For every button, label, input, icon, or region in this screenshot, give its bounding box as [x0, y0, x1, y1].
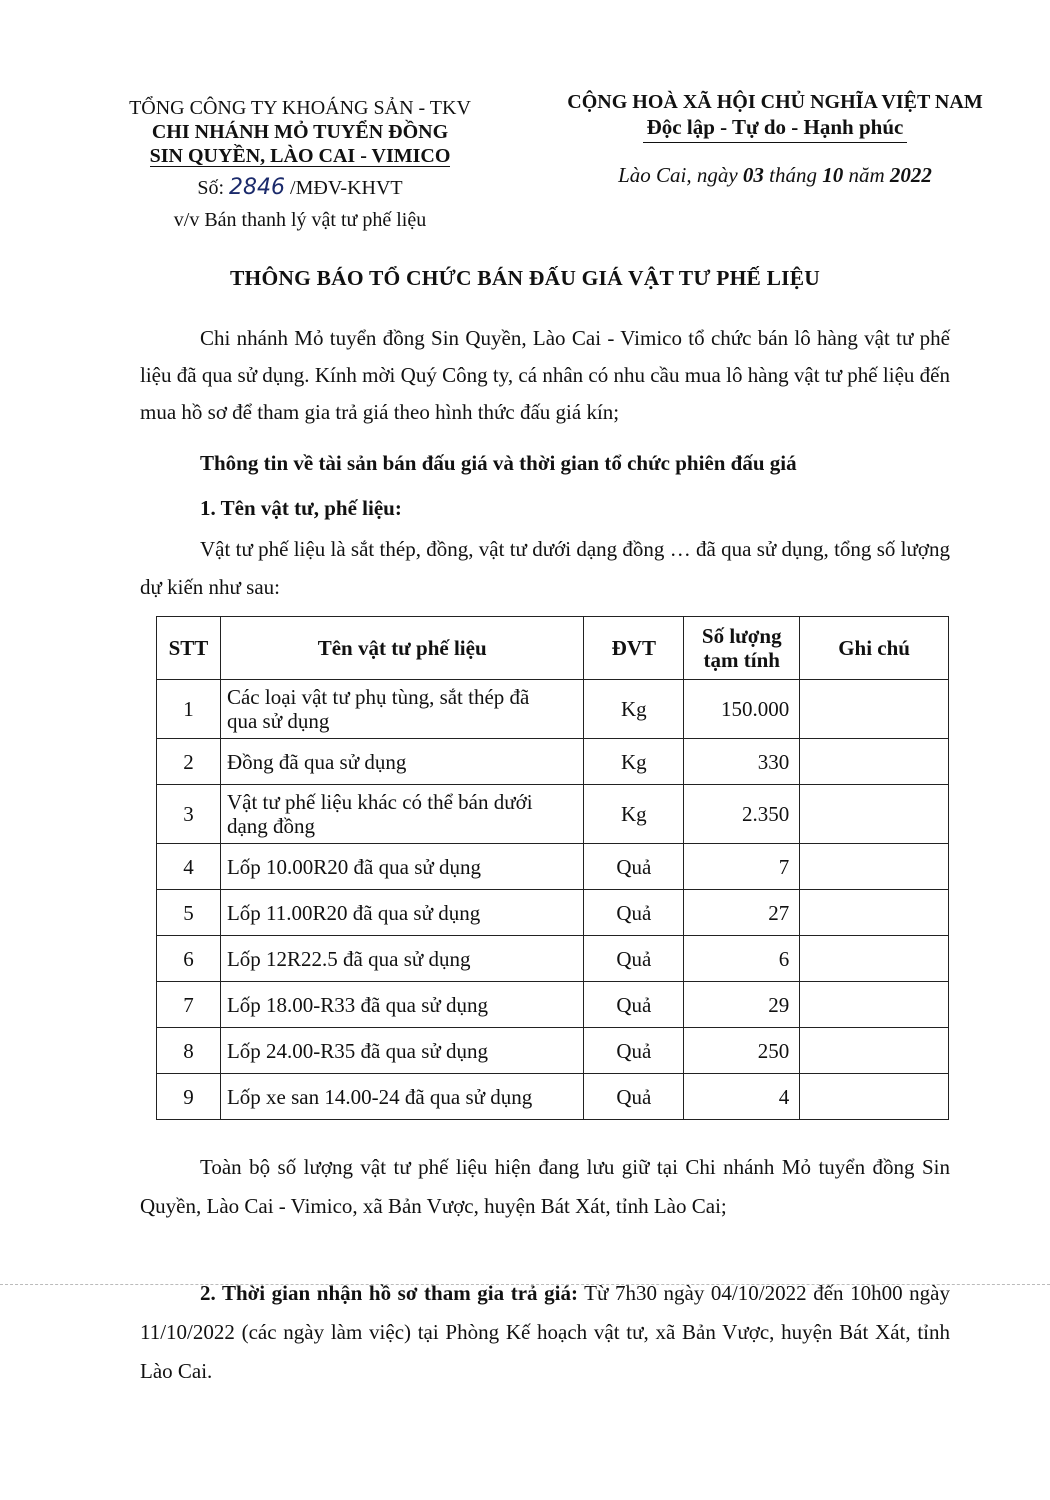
header-qty-line1: Số lượng [701, 624, 782, 648]
table-row [157, 680, 949, 739]
cell-note [800, 1074, 949, 1120]
cell-stt: 9 [157, 1074, 221, 1120]
cell-qty: 27 [684, 890, 800, 936]
header-name: Tên vật tư phế liệu [220, 617, 583, 680]
number-label: Số: [197, 177, 230, 199]
cell-note [800, 785, 949, 844]
section-2-paragraph [140, 1274, 950, 1391]
cell-unit: Kg [584, 785, 684, 844]
cell-note [800, 890, 949, 936]
nation-name: CỘNG HOÀ XÃ HỘI CHỦ NGHĨA VIỆT NAM [567, 91, 983, 113]
document-number [100, 176, 500, 200]
cell-unit: Quả [584, 890, 684, 936]
cell-stt: 2 [157, 739, 221, 785]
cell-note [800, 1028, 949, 1074]
number-suffix: /MĐV-KHVT [285, 177, 403, 199]
cell-note [800, 936, 949, 982]
issue-date [555, 163, 995, 188]
cell-name: Lốp 18.00-R33 đã qua sử dụng [220, 982, 583, 1028]
cell-qty: 7 [684, 844, 800, 890]
cell-unit: Quả [584, 1028, 684, 1074]
table-row [157, 1074, 949, 1120]
cell-note [800, 982, 949, 1028]
cell-name: Lốp 10.00R20 đã qua sử dụng [220, 844, 583, 890]
cell-qty: 4 [684, 1074, 800, 1120]
cell-name: Lốp 12R22.5 đã qua sử dụng [220, 936, 583, 982]
section-1-paragraph [140, 530, 950, 606]
table-row [157, 785, 949, 844]
table-row [157, 739, 949, 785]
cell-note [800, 844, 949, 890]
cell-unit: Quả [584, 936, 684, 982]
cell-stt: 8 [157, 1028, 221, 1074]
document-title: THÔNG BÁO TỔ CHỨC BÁN ĐẤU GIÁ VẬT TƯ PHẾ LIỆU [230, 266, 820, 290]
branch-location: SIN QUYỀN, LÀO CAI - VIMICO [149, 145, 451, 167]
header-qty [684, 617, 800, 680]
cell-unit: Quả [584, 1074, 684, 1120]
cell-stt: 6 [157, 936, 221, 982]
cell-unit: Quả [584, 982, 684, 1028]
cell-name: Lốp xe san 14.00-24 đã qua sử dụng [220, 1074, 583, 1120]
cell-qty: 2.350 [684, 785, 800, 844]
cell-qty: 330 [684, 739, 800, 785]
header-unit: ĐVT [584, 617, 684, 680]
cell-stt: 7 [157, 982, 221, 1028]
date-month: 10 [822, 163, 844, 187]
info-heading: Thông tin về tài sản bán đấu giá và thời gian tổ chức phiên đấu giá [200, 451, 797, 475]
materials-table [156, 616, 949, 1120]
section-2-text: Từ 7h30 ngày 04/10/2022 đến 10h00 ngày 11/10/2022 (các ngày làm việc) tại Phòng Kế hoạch vật tư, xã Bản Vược, huyện Bát Xát, tỉnh Lào Cai. [140, 1281, 950, 1383]
cell-unit: Quả [584, 844, 684, 890]
cell-note [800, 680, 949, 739]
cell-name-line2: qua sử dụng [226, 709, 330, 733]
header-stt: STT [157, 617, 221, 680]
cell-stt: 4 [157, 844, 221, 890]
date-prefix: Lào Cai, ngày [618, 163, 743, 187]
cell-stt: 5 [157, 890, 221, 936]
cell-name [220, 785, 583, 844]
cell-qty: 250 [684, 1028, 800, 1074]
cell-name-line2: dạng đồng [226, 814, 316, 838]
document-subject: v/v Bán thanh lý vật tư phế liệu [173, 209, 427, 231]
cell-qty: 150.000 [684, 680, 800, 739]
cell-name: Đồng đã qua sử dụng [220, 739, 583, 785]
cell-qty: 6 [684, 936, 800, 982]
cell-qty: 29 [684, 982, 800, 1028]
parent-company: TỔNG CÔNG TY KHOÁNG SẢN - TKV [129, 97, 471, 119]
cell-stt: 3 [157, 785, 221, 844]
cell-name-line1: Các loại vật tư phụ tùng, sắt thép đã [226, 685, 530, 709]
storage-paragraph [140, 1148, 950, 1226]
date-day: 03 [742, 163, 764, 187]
date-month-label: tháng [763, 163, 823, 187]
section-1-text: Vật tư phế liệu là sắt thép, đồng, vật tư dưới dạng đồng … đã qua sử dụng, tổng số lượng dự kiến như sau: [140, 537, 950, 599]
handwritten-number: 2846 [229, 175, 286, 200]
issuer-header [100, 96, 500, 232]
table-row [157, 890, 949, 936]
table-header-row [157, 617, 949, 680]
cell-name: Lốp 24.00-R35 đã qua sử dụng [220, 1028, 583, 1074]
national-motto: Độc lập - Tự do - Hạnh phúc [643, 114, 908, 143]
date-year: 2022 [889, 163, 932, 187]
cell-name [220, 680, 583, 739]
table-row [157, 936, 949, 982]
cell-stt: 1 [157, 680, 221, 739]
section-1-heading: 1. Tên vật tư, phế liệu: [200, 496, 402, 520]
section-2-heading: 2. Thời gian nhận hồ sơ tham gia trả giá: [200, 1281, 578, 1305]
cell-note [800, 739, 949, 785]
national-header [555, 90, 995, 188]
cell-name-line1: Vật tư phế liệu khác có thể bán dưới [226, 790, 533, 814]
header-note: Ghi chú [800, 617, 949, 680]
table-row [157, 1028, 949, 1074]
intro-paragraph [140, 320, 950, 431]
storage-text: Toàn bộ số lượng vật tư phế liệu hiện đang lưu giữ tại Chi nhánh Mỏ tuyển đồng Sin Quyền, Lào Cai - Vimico, xã Bản Vược, huyện Bát Xát, tỉnh Lào Cai; [140, 1155, 950, 1218]
intro-text: Chi nhánh Mỏ tuyển đồng Sin Quyền, Lào Cai - Vimico tổ chức bán lô hàng vật tư phế liệu đã qua sử dụng. Kính mời Quý Công ty, cá nhân có nhu cầu mua lô hàng vật tư phế liệu đến mua hồ sơ để tham gia trả giá theo hình thức đấu giá kín; [140, 326, 950, 424]
branch-name: CHI NHÁNH MỎ TUYỂN ĐỒNG [151, 121, 449, 143]
date-year-label: năm [843, 163, 890, 187]
table-row [157, 844, 949, 890]
cell-name: Lốp 11.00R20 đã qua sử dụng [220, 890, 583, 936]
header-qty-line2: tạm tính [703, 648, 780, 672]
cell-unit: Kg [584, 739, 684, 785]
table-row [157, 982, 949, 1028]
cell-unit: Kg [584, 680, 684, 739]
